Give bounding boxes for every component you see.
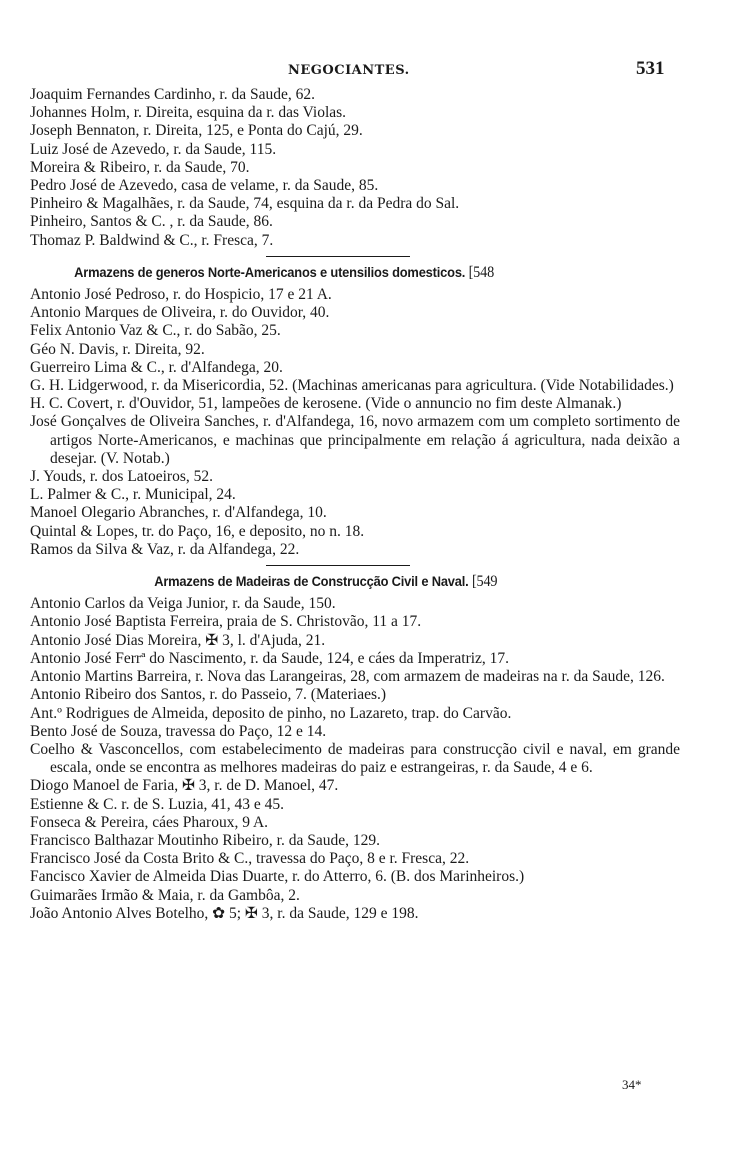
list-item: Pinheiro, Santos & C. , r. da Saude, 86. bbox=[30, 213, 273, 231]
list-item: Johannes Holm, r. Direita, esquina da r. das Violas. bbox=[30, 104, 347, 122]
signature-mark: 34* bbox=[622, 1077, 642, 1092]
section-list bbox=[30, 595, 680, 923]
list-item: Fonseca & Pereira, cáes Pharoux, 9 A. bbox=[30, 813, 269, 831]
section-heading bbox=[30, 263, 628, 282]
list-item: Fancisco Xavier de Almeida Dias Duarte, r. do Atterro, 6. (B. dos Marinheiros.) bbox=[30, 868, 525, 886]
list-item: José Gonçalves de Oliveira Sanches, r. d'Alfandega, 16, novo armazem com um completo sortimento de artigos Norte-Americanos, e machinas que principalmente em relação á agricultura, nada deixão a desejar. (V. Notab.) bbox=[30, 413, 680, 467]
section-number: [549 bbox=[471, 573, 498, 591]
list-item: Antonio Marques de Oliveira, r. do Ouvidor, 40. bbox=[30, 304, 330, 322]
intro-list bbox=[30, 86, 680, 250]
list-item: Antonio Ribeiro dos Santos, r. do Passeio, 7. (Materiaes.) bbox=[30, 686, 387, 704]
list-item: Felix Antonio Vaz & C., r. do Sabão, 25. bbox=[30, 322, 281, 340]
list-item: Antonio José Pedroso, r. do Hospicio, 17 e 21 A. bbox=[30, 286, 332, 304]
page-number: 531 bbox=[636, 58, 665, 79]
list-item: Bento José de Souza, travessa do Paço, 12 e 14. bbox=[30, 722, 327, 740]
list-item: J. Youds, r. dos Latoeiros, 52. bbox=[30, 468, 214, 486]
list-item: Pedro José de Azevedo, casa de velame, r. da Saude, 85. bbox=[30, 177, 379, 195]
list-item: Antonio Martins Barreira, r. Nova das Larangeiras, 28, com armazem de madeiras na r. da Saude, 126. bbox=[30, 668, 665, 686]
section-number: [548 bbox=[468, 263, 495, 281]
section-list bbox=[30, 286, 680, 559]
running-title: NEGOCIANTES. bbox=[288, 63, 410, 78]
list-item: Diogo Manoel de Faria, ✠ 3, r. de D. Manoel, 47. bbox=[30, 777, 339, 795]
list-item: Francisco Balthazar Moutinho Ribeiro, r. da Saude, 129. bbox=[30, 831, 380, 849]
divider bbox=[266, 565, 410, 566]
list-item: João Antonio Alves Botelho, ✿ 5; ✠ 3, r. da Saude, 129 e 198. bbox=[30, 904, 419, 922]
section-heading bbox=[30, 572, 628, 591]
list-item: Manoel Olegario Abranches, r. d'Alfandega, 10. bbox=[30, 504, 327, 522]
list-item: Coelho & Vasconcellos, com estabelecimento de madeiras para construcção civil e naval, em grande escala, onde se encontra as melhores madeiras do paiz e estrangeiras, r. da Saude, 4 e 6. bbox=[30, 740, 680, 777]
list-item: Ramos da Silva & Vaz, r. da Alfandega, 22. bbox=[30, 540, 300, 558]
list-item: H. C. Covert, r. d'Ouvidor, 51, lampeões de kerosene. (Vide o annuncio no fim deste Almanak.) bbox=[30, 395, 622, 413]
list-item: Antonio José Ferrª do Nascimento, r. da Saude, 124, e cáes da Imperatriz, 17. bbox=[30, 649, 510, 667]
list-item: Thomaz P. Baldwind & C., r. Fresca, 7. bbox=[30, 231, 274, 249]
list-item: Ant.º Rodrigues de Almeida, deposito de pinho, no Lazareto, trap. do Carvão. bbox=[30, 704, 512, 722]
section-title: Armazens de Madeiras de Construcção Civil e Naval. bbox=[154, 573, 469, 590]
list-item: Joaquim Fernandes Cardinho, r. da Saude, 62. bbox=[30, 86, 315, 103]
list-item: Quintal & Lopes, tr. do Paço, 16, e deposito, no n. 18. bbox=[30, 522, 365, 540]
list-item: Géo N. Davis, r. Direita, 92. bbox=[30, 340, 205, 358]
list-item: Antonio José Baptista Ferreira, praia de S. Christovão, 11 a 17. bbox=[30, 613, 422, 631]
section-title: Armazens de generos Norte-Americanos e utensilios domesticos. bbox=[74, 263, 466, 280]
list-item: Antonio José Dias Moreira, ✠ 3, l. d'Ajuda, 21. bbox=[30, 631, 326, 649]
list-item: Estienne & C. r. de S. Luzia, 41, 43 e 45. bbox=[30, 795, 284, 813]
list-item: Luiz José de Azevedo, r. da Saude, 115. bbox=[30, 140, 277, 158]
running-head bbox=[30, 56, 680, 86]
list-item: Francisco José da Costa Brito & C., travessa do Paço, 8 e r. Fresca, 22. bbox=[30, 850, 470, 868]
list-item: Moreira & Ribeiro, r. da Saude, 70. bbox=[30, 158, 250, 176]
list-item: L. Palmer & C., r. Municipal, 24. bbox=[30, 486, 236, 504]
list-item: G. H. Lidgerwood, r. da Misericordia, 52. (Machinas americanas para agricultura. (Vide Notabilidades.) bbox=[30, 377, 674, 395]
list-item: Antonio Carlos da Veiga Junior, r. da Saude, 150. bbox=[30, 595, 336, 613]
list-item: Joseph Bennaton, r. Direita, 125, e Ponta do Cajú, 29. bbox=[30, 122, 363, 140]
list-item: Guimarães Irmão & Maia, r. da Gambôa, 2. bbox=[30, 886, 300, 904]
page bbox=[30, 56, 680, 923]
list-item: Pinheiro & Magalhães, r. da Saude, 74, esquina da r. da Pedra do Sal. bbox=[30, 195, 460, 213]
divider bbox=[266, 256, 410, 257]
list-item: Guerreiro Lima & C., r. d'Alfandega, 20. bbox=[30, 358, 283, 376]
